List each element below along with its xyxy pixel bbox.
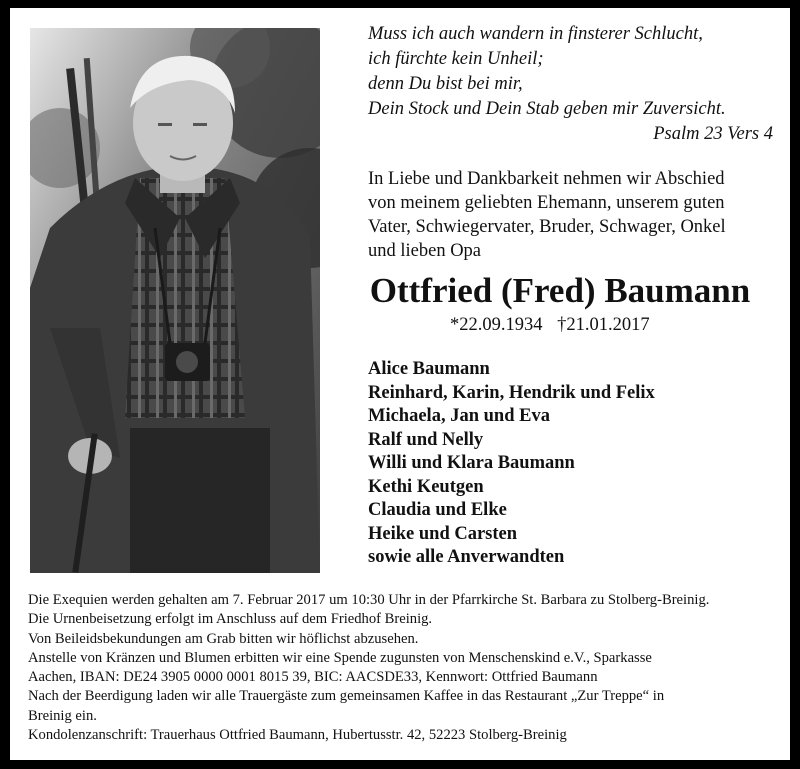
mourner-entry: Kethi Keutgen — [368, 476, 484, 497]
verse-reference: Psalm 23 Vers 4 — [653, 124, 773, 144]
mourner-entry: Alice Baumann — [368, 359, 490, 379]
condolence-request: Von Beileidsbekundungen am Grab bitten wir höflichst abzusehen. — [28, 630, 419, 647]
mourner-entry: Ralf und Nelly — [368, 429, 484, 450]
intro-line: von meinem geliebten Ehemann, unserem guten — [368, 193, 725, 213]
obituary-notice — [10, 8, 790, 760]
verse-line: Muss ich auch wandern in finsterer Schlucht, — [368, 24, 703, 44]
verse-line: denn Du bist bei mir, — [368, 74, 523, 94]
mourner-entry: Claudia und Elke — [368, 500, 507, 520]
condolence-address: Kondolenzanschrift: Trauerhaus Ottfried Baumann, Hubertusstr. 42, 52223 Stolberg-Breinig — [28, 727, 567, 744]
reception-info-cont: Breinig ein. — [28, 707, 97, 724]
service-info: Die Exequien werden gehalten am 7. Februar 2017 um 10:30 Uhr in der Pfarrkirche St. Barbara zu Stolberg-Breinig. — [28, 592, 710, 608]
funeral-notes — [28, 591, 788, 745]
psalm-verse — [368, 22, 778, 122]
mourner-entry: Willi und Klara Baumann — [368, 453, 575, 473]
birth-date: *22.09.1934 — [450, 315, 543, 335]
verse-line: Dein Stock und Dein Stab geben mir Zuversicht. — [368, 99, 726, 119]
intro-line: und lieben Opa — [368, 241, 482, 261]
mourners-list — [368, 358, 768, 570]
deceased-name: Ottfried (Fred) Baumann — [369, 271, 751, 310]
reception-info: Nach der Beerdigung laden wir alle Trauergäste zum gemeinsamen Kaffee in das Restaurant „Zur Treppe“ in — [28, 688, 665, 705]
donation-info: Anstelle von Kränzen und Blumen erbitten wir eine Spende zugunsten von Menschenskind e.V., Sparkasse — [28, 649, 652, 666]
life-dates — [450, 313, 710, 337]
mourner-entry: sowie alle Anverwandten — [368, 547, 565, 567]
intro-line: In Liebe und Dankbarkeit nehmen wir Abschied — [368, 169, 725, 189]
mourner-entry: Reinhard, Karin, Hendrik und Felix — [368, 382, 655, 403]
death-date: †21.01.2017 — [557, 315, 650, 335]
mourner-entry: Heike und Carsten — [368, 523, 518, 544]
portrait-photo — [30, 28, 320, 573]
farewell-intro — [368, 167, 783, 263]
mourner-entry: Michaela, Jan und Eva — [368, 406, 550, 426]
burial-info: Die Urnenbeisetzung erfolgt im Anschluss auf dem Friedhof Breinig. — [28, 611, 433, 628]
verse-line: ich fürchte kein Unheil; — [368, 49, 544, 69]
bank-details: Aachen, IBAN: DE24 3905 0000 0001 8015 39, BIC: AACSDE33, Kennwort: Ottfried Baumann — [28, 669, 598, 686]
intro-line: Vater, Schwiegervater, Bruder, Schwager, Onkel — [368, 217, 726, 237]
portrait-photo-image — [30, 28, 320, 573]
